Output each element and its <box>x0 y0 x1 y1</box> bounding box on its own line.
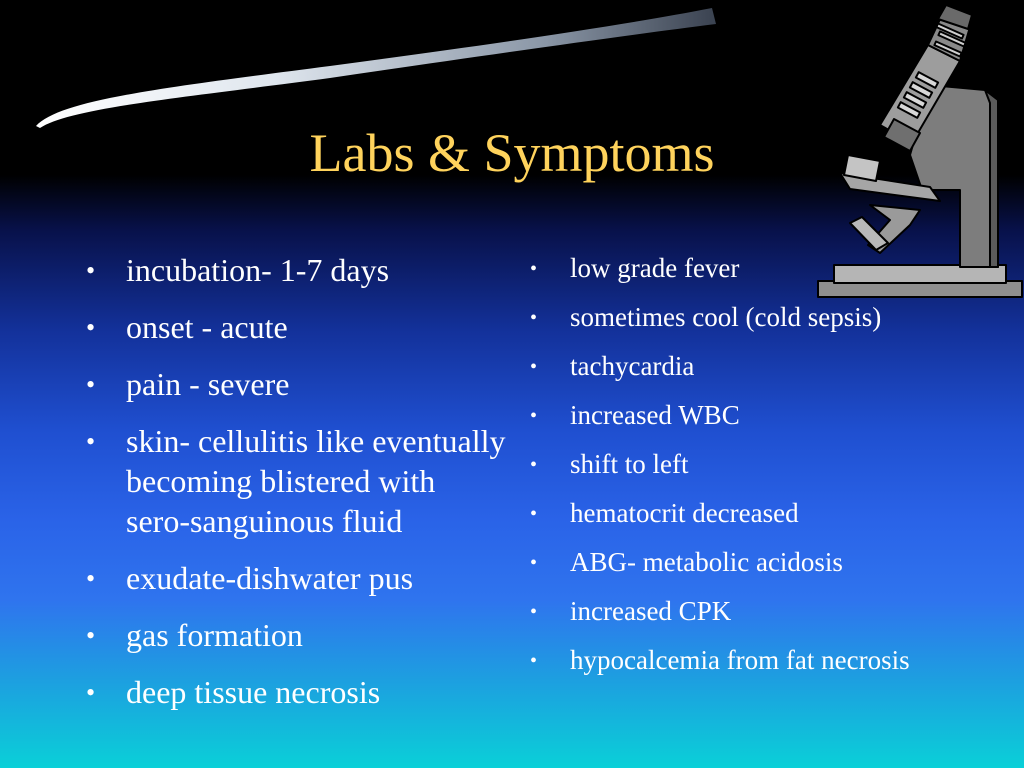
bullet-icon: • <box>530 552 538 574</box>
bullet-text: sometimes cool (cold sepsis) <box>570 302 882 332</box>
bullet-text: incubation- 1-7 days <box>126 252 390 288</box>
bullet-icon: • <box>86 313 96 342</box>
bullet-icon: • <box>530 307 538 329</box>
list-item <box>530 640 950 680</box>
swoosh-graphic <box>0 0 720 140</box>
list-item <box>86 672 506 712</box>
bullet-icon: • <box>86 427 96 456</box>
bullet-text: hypocalcemia from fat necrosis <box>570 645 910 675</box>
bullet-icon: • <box>530 601 538 623</box>
bullet-icon: • <box>86 564 96 593</box>
bullet-icon: • <box>530 405 538 427</box>
list-item <box>530 444 950 484</box>
list-item <box>530 493 950 533</box>
list-item <box>530 395 950 435</box>
bullet-icon: • <box>86 370 96 399</box>
list-item <box>86 307 506 347</box>
bullet-text: skin- cellulitis like eventually becoming blistered with sero-sanguinous fluid <box>126 423 506 539</box>
bullet-text: low grade fever <box>570 253 740 283</box>
bullet-icon: • <box>86 678 96 707</box>
bullet-text: deep tissue necrosis <box>126 674 381 710</box>
right-bullet-list <box>530 248 950 689</box>
bullet-text: onset - acute <box>126 309 288 345</box>
list-item <box>530 248 950 288</box>
list-item <box>86 615 506 655</box>
bullet-icon: • <box>530 454 538 476</box>
bullet-icon: • <box>530 258 538 280</box>
list-item <box>86 364 506 404</box>
bullet-icon: • <box>530 356 538 378</box>
list-item <box>86 250 506 290</box>
bullet-text: tachycardia <box>570 351 695 381</box>
bullet-text: increased WBC <box>570 400 740 430</box>
left-bullet-list <box>86 250 506 729</box>
bullet-text: exudate-dishwater pus <box>126 560 414 596</box>
list-item <box>530 591 950 631</box>
bullet-icon: • <box>86 621 96 650</box>
list-item <box>530 297 950 337</box>
list-item <box>530 346 950 386</box>
bullet-text: increased CPK <box>570 596 732 626</box>
bullet-text: pain - severe <box>126 366 290 402</box>
list-item <box>530 542 950 582</box>
bullet-icon: • <box>530 503 538 525</box>
bullet-icon: • <box>86 256 96 285</box>
bullet-text: ABG- metabolic acidosis <box>570 547 843 577</box>
list-item <box>86 421 506 541</box>
list-item <box>86 558 506 598</box>
bullet-text: hematocrit decreased <box>570 498 799 528</box>
bullet-text: gas formation <box>126 617 303 653</box>
bullet-icon: • <box>530 650 538 672</box>
slide-title: Labs & Symptoms <box>309 123 715 183</box>
bullet-text: shift to left <box>570 449 689 479</box>
